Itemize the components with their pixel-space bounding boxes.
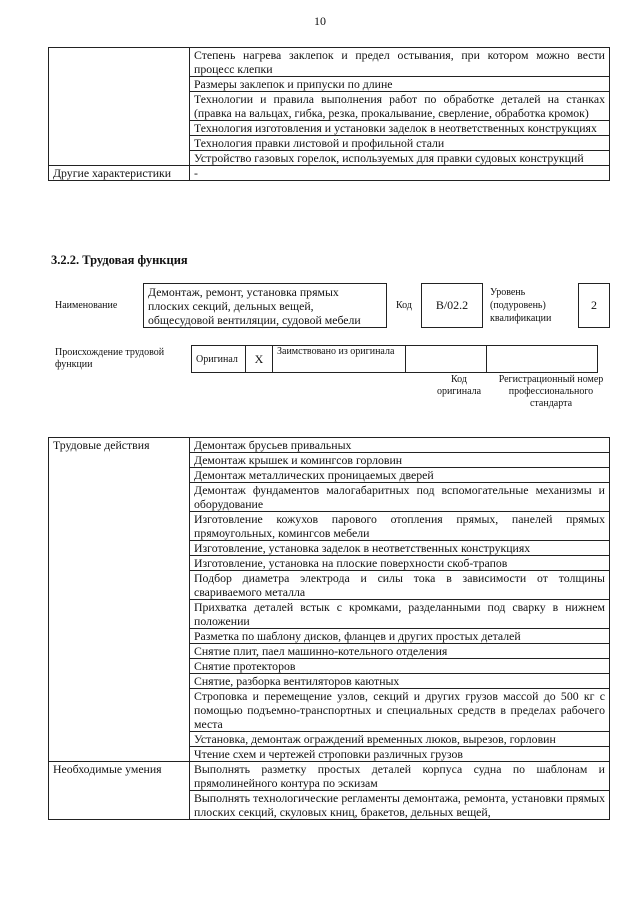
knowledge-table-continued (48, 47, 610, 181)
table-cell: Технологии и правила выполнения работ по обработке деталей на станках (правка на вальцах, гибка, резка, прокалывание, сверление, обработка кромок) (190, 92, 610, 121)
function-name-box: Демонтаж, ремонт, установка прямых плоских секций, дельных вещей, общесудовой вентиляции, судовой мебели (143, 283, 387, 328)
table-row (49, 48, 610, 77)
labor-action-item: Установка, демонтаж ограждений временных люков, вырезов, горловин (190, 732, 610, 747)
required-skills-label: Необходимые умения (49, 762, 190, 820)
original-mark-cell: X (246, 346, 273, 373)
labor-action-item: Снятие протекторов (190, 659, 610, 674)
labor-action-item: Демонтаж крышек и комингсов горловин (190, 453, 610, 468)
skill-item: Выполнять технологические регламенты демонтажа, ремонта, установки прямых плоских секций, скуловых книц, бракетов, дельных вещей, (190, 791, 610, 820)
section-heading: 3.2.2. Трудовая функция (51, 253, 188, 267)
table-row (192, 346, 598, 373)
labor-action-item: Снятие, разборка вентиляторов каютных (190, 674, 610, 689)
labor-actions-table (48, 437, 610, 820)
qualification-level-label (490, 286, 568, 325)
labor-action-item: Изготовление, установка заделок в неответственных конструкциях (190, 541, 610, 556)
reg-number-caption: Регистрационный номер профессионального стандарта (498, 374, 604, 409)
empty-label-cell (49, 48, 190, 166)
origin-label-text: Происхождение трудовой функции (55, 347, 165, 370)
table-row (49, 166, 610, 181)
labor-action-item: Изготовление кожухов парового отопления прямых, панелей прямых прямоугольных, комингсов мебели (190, 512, 610, 541)
table-cell: Технология правки листовой и профильной стали (190, 136, 610, 151)
table-cell: Размеры заклепок и припуски по длине (190, 77, 610, 92)
labor-action-item: Прихватка деталей встык с кромками, разделанными под сварку в нижнем положении (190, 600, 610, 629)
labor-action-item: Подбор диаметра электрода и силы тока в зависимости от толщины свариваемого металла (190, 571, 610, 600)
borrowed-cell: Заимствовано из оригинала (273, 346, 406, 373)
table-cell: Степень нагрева заклепок и предел остывания, при котором можно вести процесс клепки (190, 48, 610, 77)
labor-action-item: Демонтаж металлических проницаемых дверей (190, 468, 610, 483)
labor-action-item: Строповка и перемещение узлов, секций и других грузов массой до 500 кг с помощью подъемно-транспортных и специальных средств в пределах рабочего места (190, 689, 610, 732)
skill-item: Выполнять разметку простых деталей корпуса судна по шаблонам и прямолинейного контура по эскизам (190, 762, 610, 791)
original-cell: Оригинал (192, 346, 246, 373)
labor-actions-label: Трудовые действия (49, 438, 190, 762)
qualification-level-label-text: Уровень (подуровень) квалификации (490, 287, 552, 324)
table-row (49, 438, 610, 453)
labor-action-item: Демонтаж фундаментов малогабаритных под вспомогательные механизмы и оборудование (190, 483, 610, 512)
reg-number-cell (487, 346, 598, 373)
code-original-cell (406, 346, 487, 373)
table-row (49, 762, 610, 791)
table-cell: Технология изготовления и установки заделок в неответственных конструкциях (190, 121, 610, 136)
labor-action-item: Разметка по шаблону дисков, фланцев и других простых деталей (190, 629, 610, 644)
code-label: Код (396, 300, 412, 311)
page-number: 10 (314, 14, 326, 28)
table-cell: Устройство газовых горелок, используемых для правки судовых конструкций (190, 151, 610, 166)
code-original-caption: Код оригинала (436, 374, 482, 397)
qualification-level-box: 2 (578, 283, 610, 328)
other-characteristics-label: Другие характеристики (49, 166, 190, 181)
labor-action-item: Демонтаж брусьев привальных (190, 438, 610, 453)
origin-table (191, 345, 598, 373)
name-label: Наименование (55, 300, 118, 311)
other-characteristics-value: - (190, 166, 610, 181)
origin-label (55, 347, 177, 371)
labor-action-item: Снятие плит, паел машинно-котельного отделения (190, 644, 610, 659)
labor-action-item: Чтение схем и чертежей строповки различных грузов (190, 747, 610, 762)
function-code-box: В/02.2 (421, 283, 483, 328)
labor-action-item: Изготовление, установка на плоские поверхности скоб-трапов (190, 556, 610, 571)
